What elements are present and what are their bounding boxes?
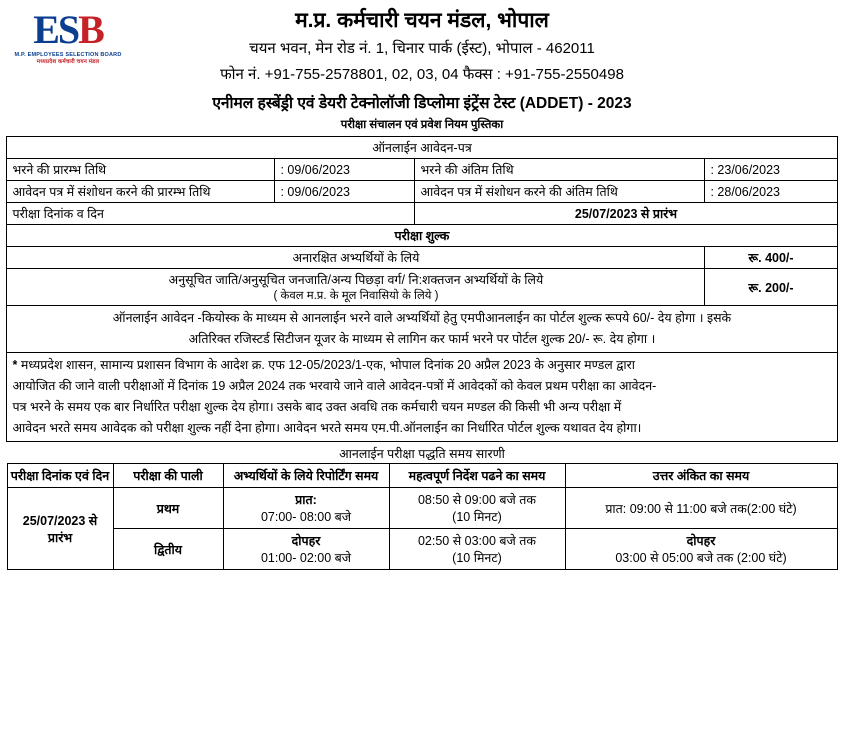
col-reporting-time: अभ्यर्थियों के लिये रिपोर्टिंग समय xyxy=(223,464,389,488)
col-answer-time: उत्तर अंकित का समय xyxy=(565,464,837,488)
table-row xyxy=(7,159,837,181)
start-date-value: : 09/06/2023 xyxy=(275,159,415,181)
exam-info-table xyxy=(6,136,837,442)
table-row-fee-band xyxy=(7,225,837,247)
correction-end-label: आवेदन पत्र में संशोधन करने की अंतिम तिथि xyxy=(415,181,705,203)
shift-2-reporting-line2: 01:00- 02:00 बजे xyxy=(260,551,352,565)
table-row xyxy=(7,203,837,225)
shift-2-reporting-line1: दोपहर xyxy=(291,534,321,548)
fee-category-general: अनारक्षित अभ्यर्थियों के लिये xyxy=(7,247,705,269)
government-order-note-line3: पत्र भरने के समय एक बार निर्धारित परीक्षा शुल्क देय होगा। उसके बाद उक्त अवधि तक कर्मचारी चयन मण्डल की किसी भी अन्य परीक्षा में xyxy=(12,400,622,414)
online-form-band-title: ऑनलाईन आवेदन-पत्र xyxy=(7,137,837,159)
correction-start-label: आवेदन पत्र में संशोधन करने की प्रारम्भ तिथि xyxy=(7,181,275,203)
end-date-label: भरने की अंतिम तिथि xyxy=(415,159,705,181)
fee-amount-reserved: रू. 200/- xyxy=(705,269,837,306)
fee-category-reserved-text: अनुसूचित जाति/अनुसूचित जनजाति/अन्य पिछड़ा वर्ग/ नि:शक्तजन अभ्यर्थियों के लिये xyxy=(168,273,544,287)
table-row-star-note xyxy=(7,353,837,442)
shift-1-reporting-line1: प्रात: xyxy=(295,493,317,507)
table-row xyxy=(7,529,837,570)
shift-2-answer-time xyxy=(565,529,837,570)
fee-amount-general: रू. 400/- xyxy=(705,247,837,269)
shift-2-reporting xyxy=(223,529,389,570)
government-order-note-line2: आयोजित की जाने वाली परीक्षाओं में दिनांक 19 अप्रैल 2024 तक भरवाये जाने वाले आवेदन-पत्रों में आवेदकों को केवल प्रथम परीक्षा का आवेदन- xyxy=(12,379,657,393)
portal-fee-note-line2: अतिरिक्त रजिस्टर्ड सिटीजन यूजर के माध्यम से लागिन कर फार्म भरने पर पोर्टल शुल्क 20/- रू. देय होगा । xyxy=(188,332,656,346)
table-row-online-form-band xyxy=(7,137,837,159)
fee-band-title: परीक्षा शुल्क xyxy=(7,225,837,247)
col-instruction-time: महत्वपूर्ण निर्देश पढने का समय xyxy=(389,464,565,488)
portal-fee-note xyxy=(7,306,837,353)
col-shift: परीक्षा की पाली xyxy=(113,464,223,488)
organization-phone: फोन नं. +91-755-2578801, 02, 03, 04 फैक्स : +91-755-2550498 xyxy=(220,66,624,83)
schedule-heading: आनलाईन परीक्षा पद्धति समय सारणी xyxy=(339,447,505,461)
shift-1-instructions-line1: 08:50 से 09:00 बजे तक xyxy=(417,493,537,507)
fee-category-reserved xyxy=(7,269,705,306)
shift-2-answer-time-line2: 03:00 से 05:00 बजे तक (2:00 घंटे) xyxy=(615,551,787,565)
document-header xyxy=(0,0,844,136)
logo-subtitle-hindi: मध्यप्रदेश कर्मचारी चयन मंडल xyxy=(36,59,100,65)
logo-subtitle-english: M.P. EMPLOYEES SELECTION BOARD xyxy=(14,52,122,58)
start-date-label: भरने की प्रारम्भ तिथि xyxy=(7,159,275,181)
shift-2-instructions-line2: (10 मिनट) xyxy=(452,551,502,565)
organization-title: म.प्र. कर्मचारी चयन मंडल, भोपाल xyxy=(295,9,549,32)
shift-1-instructions-line2: (10 मिनट) xyxy=(452,510,502,524)
table-row xyxy=(7,181,837,203)
shift-2-label: द्वितीय xyxy=(113,529,223,570)
booklet-title: परीक्षा संचालन एवं प्रवेश नियम पुस्तिका xyxy=(340,119,504,131)
logo-mark: ESB xyxy=(33,7,103,52)
shift-1-reporting xyxy=(223,488,389,529)
end-date-value: : 23/06/2023 xyxy=(705,159,837,181)
fee-category-reserved-note: ( केवल म.प्र. के मूल निवासियो के लिये ) xyxy=(273,290,439,302)
table-row-fee-reserved xyxy=(7,269,837,306)
government-order-note-line1 xyxy=(12,355,831,376)
shift-2-answer-time-line1: दोपहर xyxy=(686,534,716,548)
col-exam-date: परीक्षा दिनांक एवं दिन xyxy=(7,464,113,488)
government-order-note-line4: आवेदन भरते समय आवेदक को परीक्षा शुल्क नहीं देना होगा। आवेदन भरते समय एम.पी.ऑनलाईन का निर्धारित पोर्टल शुल्क यथावत देय होगा। xyxy=(12,421,642,435)
schedule-exam-date: 25/07/2023 से प्रारंभ xyxy=(7,488,113,570)
exam-date-label: परीक्षा दिनांक व दिन xyxy=(7,203,415,225)
correction-end-value: : 28/06/2023 xyxy=(705,181,837,203)
correction-start-value: : 09/06/2023 xyxy=(275,181,415,203)
esb-logo xyxy=(14,8,122,76)
portal-fee-note-line1: ऑनलाईन आवेदन -कियोस्क के माध्यम से आनलाईन भरने वाले अभ्यर्थियों हेतु एमपीआनलाईन का पोर्टल शुल्क रूपये 60/- देय होगा । इसके xyxy=(112,311,732,325)
government-order-note xyxy=(7,353,837,442)
organization-address: चयन भवन, मेन रोड नं. 1, चिनार पार्क (ईस्ट), भोपाल - 462011 xyxy=(249,40,595,57)
shift-2-instructions xyxy=(389,529,565,570)
shift-1-label: प्रथम xyxy=(113,488,223,529)
exam-title: एनीमल हस्बेंड्री एवं डेयरी टेक्नोलॉजी डिप्लोमा इंट्रेंस टेस्ट (ADDET) - 2023 xyxy=(212,95,632,112)
table-row-portal-note xyxy=(7,306,837,353)
shift-1-answer-time: प्रात: 09:00 से 11:00 बजे तक(2:00 घंटे) xyxy=(565,488,837,529)
shift-1-instructions xyxy=(389,488,565,529)
table-row xyxy=(7,488,837,529)
asterisk-icon: * xyxy=(12,358,18,372)
note-line-text: मध्यप्रदेश शासन, सामान्य प्रशासन विभाग के आदेश क्र. एफ 12-05/2023/1-एक, भोपाल दिनांक 20 अप्रैल 2023 के अनुसार मण्डल द्वारा xyxy=(20,358,635,372)
schedule-header-row xyxy=(7,464,837,488)
table-row-fee-general xyxy=(7,247,837,269)
exam-schedule-table xyxy=(7,463,838,570)
shift-2-instructions-line1: 02:50 से 03:00 बजे तक xyxy=(417,534,537,548)
exam-date-value: 25/07/2023 से प्रारंभ xyxy=(415,203,837,225)
shift-1-reporting-line2: 07:00- 08:00 बजे xyxy=(260,510,352,524)
